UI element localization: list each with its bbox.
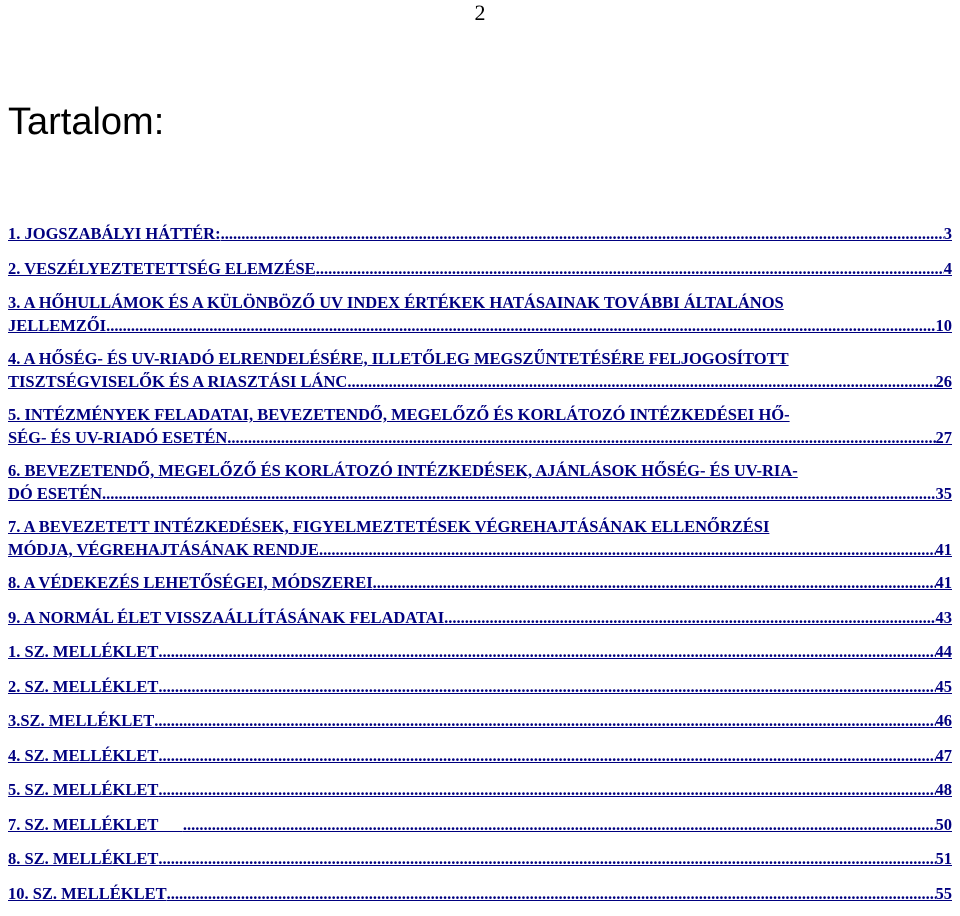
toc-entry-text: 3.SZ. MELLÉKLET (8, 711, 155, 730)
toc-entry-text: 4. SZ. MELLÉKLET (8, 745, 159, 765)
toc-entry-text-line1: 7. A BEVEZETETT INTÉZKEDÉSEK, FIGYELMEZTETÉSEK VÉGREHAJTÁSÁNAK ELLENŐRZÉSI (8, 517, 770, 536)
toc-entry-text: 10. SZ. MELLÉKLET (8, 883, 167, 903)
toc-entry-text: 2. VESZÉLYEZTETETTSÉG ELEMZÉSE (8, 258, 316, 278)
toc-entry-text-line1: 5. INTÉZMÉNYEK FELADATAI, BEVEZETENDŐ, MEGELŐZŐ ÉS KORLÁTOZÓ INTÉZKEDÉSEI HŐ- (8, 405, 790, 424)
toc-entry-text: 1. SZ. MELLÉKLET (8, 642, 159, 661)
toc-entry[interactable] (8, 606, 952, 629)
toc-entry-text-line1: 3. A HŐHULLÁMOK ÉS A KÜLÖNBÖZŐ UV INDEX ÉRTÉKEK HATÁSAINAK TOVÁBBI ÁLTALÁNOS (8, 293, 784, 312)
toc-entry-text: 8. A VÉDEKEZÉS LEHETŐSÉGEI, MÓDSZEREI (8, 573, 373, 592)
toc-entry-text-line1: 6. BEVEZETENDŐ, MEGELŐZŐ ÉS KORLÁTOZÓ INTÉZKEDÉSEK, AJÁNLÁSOK HŐSÉG- ÉS UV-RIA- (8, 461, 798, 480)
dot-leader (158, 675, 935, 698)
toc-entry[interactable] (8, 515, 952, 561)
toc-page-number: 41 (935, 573, 952, 592)
toc-entry[interactable] (8, 571, 952, 594)
toc-entry[interactable] (8, 744, 952, 767)
toc-entry-text: 9. A NORMÁL ÉLET VISSZAÁLLÍTÁSÁNAK FELADATAI (8, 607, 445, 627)
dot-leader (158, 778, 935, 801)
toc-entry-text: SÉG- ÉS UV-RIADÓ ESETÉN (8, 428, 228, 447)
dot-leader (221, 222, 944, 245)
toc-page-number: 44 (935, 642, 952, 661)
dot-leader (316, 257, 944, 280)
toc-entry-text: 5. SZ. MELLÉKLET (8, 780, 159, 799)
dot-leader (106, 314, 935, 337)
toc-entry[interactable] (8, 257, 952, 280)
toc-entry[interactable] (8, 813, 952, 836)
page-number: 2 (474, 0, 486, 25)
toc-entry[interactable] (8, 709, 952, 732)
toc-entry-text-line1: 4. A HŐSÉG- ÉS UV-RIADÓ ELRENDELÉSÉRE, ILLETŐLEG MEGSZŰNTETÉSÉRE FELJOGOSÍTOTT (8, 349, 789, 368)
dot-leader (183, 813, 936, 836)
toc-entry[interactable] (8, 459, 952, 505)
toc-entry[interactable] (8, 675, 952, 698)
toc-entry[interactable] (8, 222, 952, 245)
toc-entry[interactable] (8, 882, 952, 905)
toc-page-number: 3 (943, 224, 952, 243)
toc-entry[interactable] (8, 403, 952, 449)
toc-entry-text: 7. SZ. MELLÉKLET (8, 814, 183, 834)
toc-entry-text: TISZTSÉGVISELŐK ÉS A RIASZTÁSI LÁNC (8, 372, 348, 391)
dot-leader (347, 370, 935, 393)
toc-entry[interactable] (8, 347, 952, 393)
toc-entry-text: JELLEMZŐI (8, 316, 107, 335)
toc-entry-text: 8. SZ. MELLÉKLET (8, 849, 159, 868)
toc-page-number: 51 (935, 849, 952, 868)
dot-leader (158, 847, 935, 870)
toc-page-number: 55 (935, 883, 952, 903)
toc-page-number: 50 (935, 814, 952, 834)
toc-page-number: 10 (935, 316, 952, 335)
toc-entry[interactable] (8, 847, 952, 870)
toc-entry-text: 1. JOGSZABÁLYI HÁTTÉR: (8, 224, 221, 243)
toc-page-number: 43 (935, 607, 952, 627)
dot-leader (154, 709, 935, 732)
toc-page-number: 35 (935, 484, 952, 503)
dot-leader (444, 606, 935, 629)
toc-page-number: 45 (935, 676, 952, 696)
table-of-contents (8, 222, 952, 916)
toc-entry-text: DÓ ESETÉN (8, 484, 102, 503)
dot-leader (373, 571, 936, 594)
toc-page-number: 4 (943, 258, 952, 278)
dot-leader (319, 538, 936, 561)
toc-page-number: 41 (935, 540, 952, 559)
dot-leader (167, 882, 936, 905)
toc-entry-text: MÓDJA, VÉGREHAJTÁSÁNAK RENDJE (8, 540, 319, 559)
toc-entry[interactable] (8, 291, 952, 337)
dot-leader (158, 744, 935, 767)
dot-leader (102, 482, 936, 505)
dot-leader (158, 640, 935, 663)
toc-page-number: 48 (935, 780, 952, 799)
toc-entry[interactable] (8, 640, 952, 663)
toc-page-number: 46 (935, 711, 952, 730)
toc-page-number: 27 (935, 428, 952, 447)
page-title: Tartalom: (8, 101, 165, 143)
toc-entry-text: 2. SZ. MELLÉKLET (8, 676, 159, 696)
toc-entry[interactable] (8, 778, 952, 801)
toc-page-number: 47 (935, 745, 952, 765)
toc-page-number: 26 (935, 372, 952, 391)
dot-leader (227, 426, 935, 449)
